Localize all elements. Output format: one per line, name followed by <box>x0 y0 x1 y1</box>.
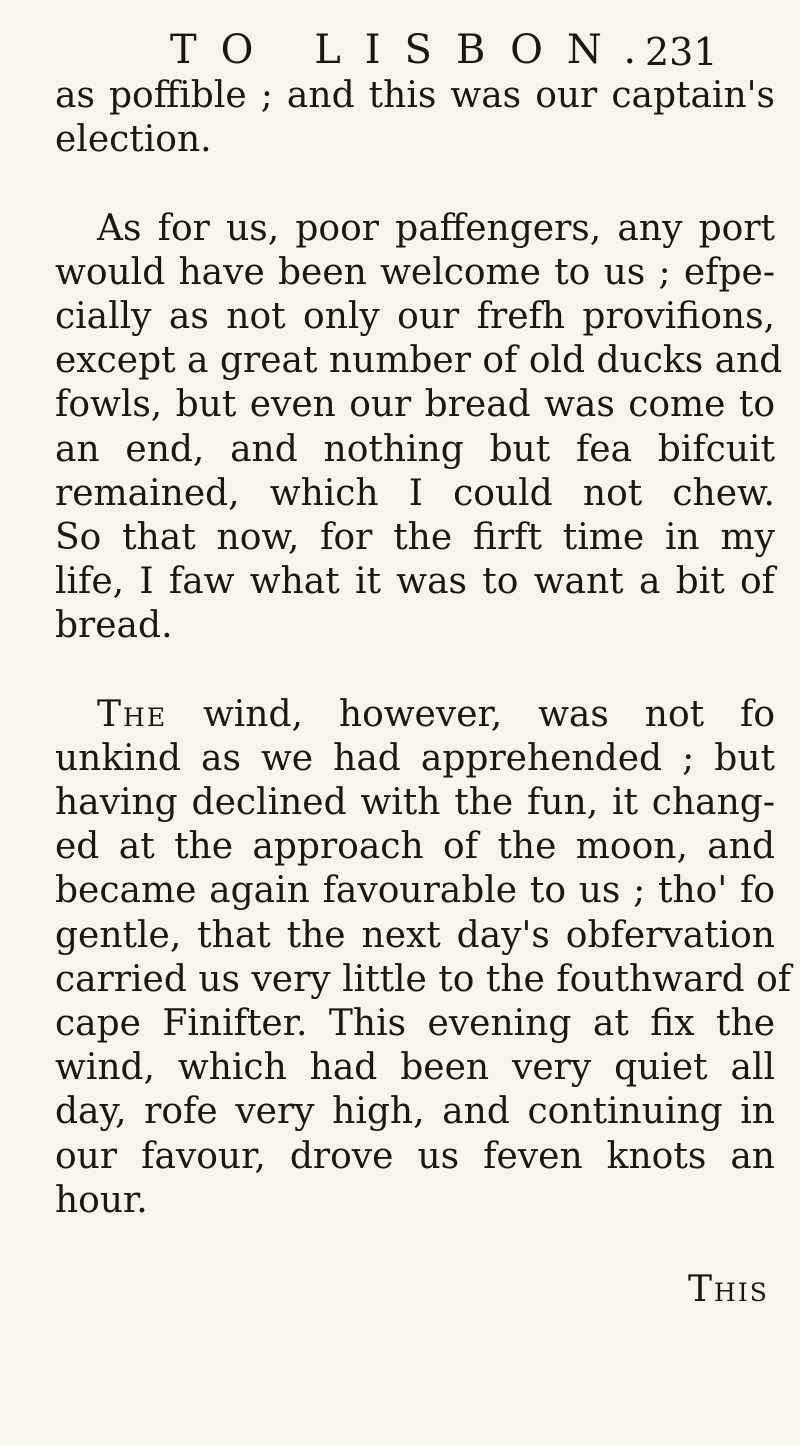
text-line: cape Finifter. This evening at fix the <box>55 1002 775 1044</box>
text-line: So that now, for the firft time in my <box>55 516 775 558</box>
page-number: 231 <box>645 30 718 74</box>
text-line <box>55 693 775 737</box>
text-line: as poffible ; and this was our captain's <box>55 75 775 116</box>
text-line: our favour, drove us feven knots an <box>55 1135 775 1177</box>
text-line: cially as not only our frefh provifions, <box>55 295 775 337</box>
text-line: bread. <box>55 605 173 647</box>
text-line: unkind as we had apprehended ; but <box>55 737 775 779</box>
page-header <box>170 20 770 80</box>
paragraph-lead-word: The <box>97 693 168 735</box>
text-line: gentle, that the next day's obfervation <box>55 914 775 956</box>
text-line: would have been welcome to us ; efpe- <box>55 251 775 293</box>
text-line: As for us, poor paffengers, any port <box>97 207 775 249</box>
paragraph-gap <box>55 648 775 692</box>
text-line: life, I faw what it was to want a bit of <box>55 561 775 603</box>
text-line: became again favourable to us ; tho' fo <box>55 870 775 912</box>
paragraph-2 <box>55 207 783 649</box>
text-line: carried us very little to the fouthward of <box>55 958 792 1000</box>
paragraph-1 <box>55 74 775 162</box>
text-line-rest: wind, however, was not fo <box>167 693 775 735</box>
text-line: an end, and nothing but fea bifcuit <box>55 428 775 470</box>
text-line: election. <box>55 119 212 161</box>
paragraph-gap <box>55 162 775 206</box>
text-line: except a great number of old ducks and <box>55 340 783 382</box>
text-line: day, rofe very high, and continuing in <box>55 1091 775 1133</box>
text-line: ed at the approach of the moon, and <box>55 826 775 868</box>
body-text <box>55 74 792 1223</box>
text-line: having declined with the fun, it chang- <box>55 782 775 823</box>
paragraph-3 <box>55 693 792 1223</box>
text-line: hour. <box>55 1179 148 1221</box>
text-line: wind, which had been very quiet all <box>55 1047 775 1089</box>
catchword: This <box>688 1269 769 1310</box>
text-line: fowls, but even our bread was come to <box>55 384 775 426</box>
running-title: TO LISBON. <box>170 27 661 73</box>
text-line: remained, which I could not chew. <box>55 472 775 514</box>
